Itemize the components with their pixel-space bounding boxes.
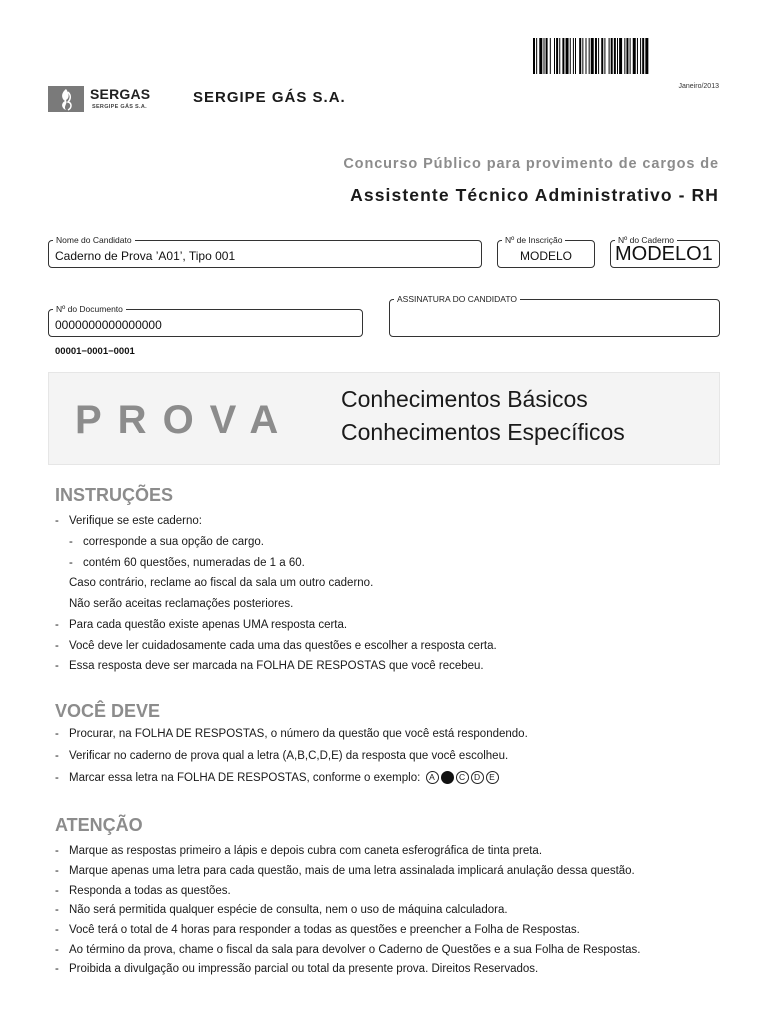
instruction-line: - Você deve ler cuidadosamente cada uma das questões e escolher a resposta certa. [55,640,497,652]
candidate-name-value: Caderno de Prova ’A01’, Tipo 001 [55,249,236,263]
exam-banner [48,372,720,465]
instruction-line: - Essa resposta deve ser marcada na FOLHA DE RESPOSTAS que você recebeu. [55,660,484,672]
subject-basic: Conhecimentos Básicos [341,386,588,412]
role-title: Assistente Técnico Administrativo - RH [350,185,719,205]
attention-line: - Proibida a divulgação ou impressão parcial ou total da presente prova. Direitos Reservados. [55,963,539,975]
logo-name: SERGAS [90,86,151,102]
booklet-label: Nº do Caderno [615,235,677,245]
attention-line: - Não será permitida qualquer espécie de consulta, nem o uso de máquina calculadora. [55,904,508,916]
signature-label: ASSINATURA DO CANDIDATO [394,294,520,304]
you-must-title: VOCÊ DEVE [55,701,161,721]
bubble-e: E [486,771,499,784]
you-must-line: - Verificar no caderno de prova qual a letra (A,B,C,D,E) da resposta que você escolheu. [55,750,509,762]
document-value: 0000000000000000 [55,318,162,332]
instruction-line: Não serão aceitas reclamações posteriores. [69,598,294,610]
candidate-name-field [48,235,482,268]
document-label: Nº do Documento [53,304,126,314]
sergas-logo [48,82,168,114]
barcode-icon [533,38,720,74]
attention-line: - Ao término da prova, chame o fiscal da sala para devolver o Caderno de Questões e a sua Folha de Respostas. [55,944,641,956]
instruction-line: - Para cada questão existe apenas UMA resposta certa. [55,619,348,631]
contest-title: Concurso Público para provimento de cargos de [343,156,719,172]
registration-label: Nº de Inscrição [502,235,565,245]
you-must-line: - Procurar, na FOLHA DE RESPOSTAS, o número da questão que você está respondendo. [55,728,528,740]
registration-field [497,235,595,268]
document-code: 00001−0001−0001 [55,346,135,357]
document-field [48,304,363,337]
signature-field[interactable] [389,294,720,337]
bubble-a: A [426,771,439,784]
booklet-field [610,235,720,268]
instruction-line: Caso contrário, reclame ao fiscal da sala um outro caderno. [69,577,374,589]
logo-subtitle: SERGIPE GÁS S.A. [92,104,147,110]
answer-example [426,771,501,785]
bubble-d: D [471,771,484,784]
attention-title: ATENÇÃO [55,815,143,835]
candidate-name-label: Nome do Candidato [53,235,135,245]
flame-logo-icon [48,86,84,112]
bubble-c: C [456,771,469,784]
attention-line: - Marque as respostas primeiro a lápis e depois cubra com caneta esferográfica de tinta preta. [55,845,543,857]
attention-line: - Você terá o total de 4 horas para responder a todas as questões e preencher a Folha de Respostas. [55,924,580,936]
subject-specific: Conhecimentos Específicos [341,419,625,445]
instructions-title: INSTRUÇÕES [55,485,174,505]
instruction-line: - contém 60 questões, numeradas de 1 a 60. [69,557,305,569]
you-must-line: - Marcar essa letra na FOLHA DE RESPOSTAS, conforme o exemplo: A C D E [55,771,501,785]
instruction-line: - Verifique se este caderno: [55,515,202,527]
booklet-value: MODELO1 [615,243,713,265]
registration-value: MODELO [519,249,572,263]
exam-date: Janeiro/2013 [678,83,719,90]
attention-line: - Marque apenas uma letra para cada questão, mais de uma letra assinalada implicará anulação dessa questão. [55,865,635,877]
instruction-line: - corresponde a sua opção de cargo. [69,536,264,548]
attention-line: - Responda a todas as questões. [55,885,231,897]
prova-title: PROVA [75,398,295,442]
bubble-b-filled [441,771,454,784]
company-name: SERGIPE GÁS S.A. [193,89,346,106]
